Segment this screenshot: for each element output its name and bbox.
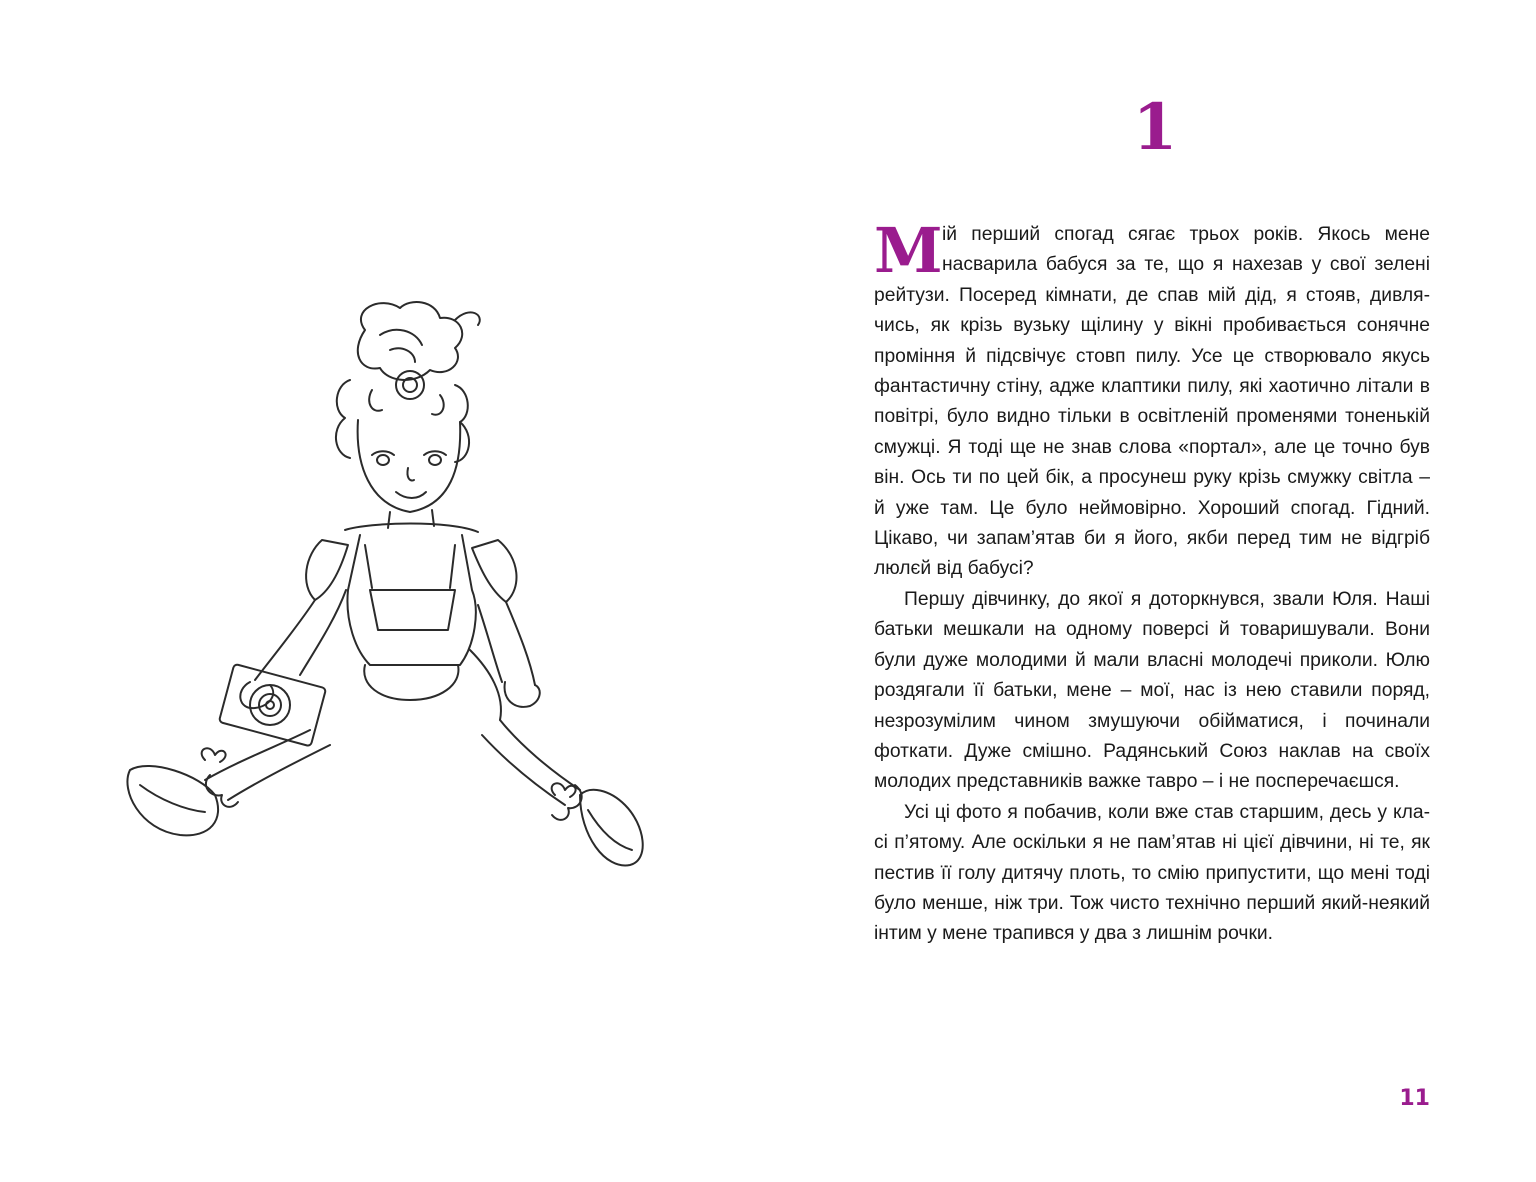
chapter-body xyxy=(874,214,1430,950)
drop-cap: М xyxy=(874,214,941,287)
chapter-number: 1 xyxy=(1132,90,1178,165)
girl-with-camera-sketch-icon xyxy=(110,290,650,910)
paragraph-1-text: ій перший спогад сягає трьох років. Якось мене насварила бабуся за те, що я нахезав у свої зелені рейтузи. Посеред кімнати, де спав мій дід, я стояв, дивлячись, як крізь вузьку щілину у вікні пробивається сонячне проміння й підсвічує стовп пилу. Усе це створювало якусь фантастичну стіну, адже клаптики пилу, які хаотично літали в повітрі, було видно тільки в освітленій променями тоненькій смужці. Я тоді ще не знав слова «портал», але це точно був він. Ось ти по цей бік, а просунеш руку крізь смужку світла – й уже там. Це було неймовірно. Хороший спогад. Гідний. Цікаво, чи запам’ятав би я його, якби перед тим не відгріб люлєй від бабусі? xyxy=(874,224,1430,580)
paragraph-2: Першу дівчинку, до якої я доторкнувся, звали Юля. Наші батьки мешкали на одному поверсі й товаришували. Вони були дуже молодими й мали власні молодечі приколи. Юлю роздягали її батьки, мене – мої, нас із нею ставили поряд, незрозумілим чином змушуючи обійматися, і починали фоткати. Дуже смішно. Радянський Союз наклав на своїх молодих представників важке тавро – і не посперечаєшся. xyxy=(874,588,1430,793)
paragraph-1 xyxy=(874,214,1430,585)
page-number: 11 xyxy=(1399,1086,1430,1111)
paragraph-3: Усі ці фото я побачив, коли вже став старшим, десь у класі п’ятому. Але оскільки я не пам’ятав ні цієї дівчини, ні те, як пестив її голу дитячу плоть, то смію припустити, що мені тоді було менше, ніж три. Тож чисто технічно перший який-неякий інтим у мене трапився у два з лишнім рочки. xyxy=(874,801,1430,945)
